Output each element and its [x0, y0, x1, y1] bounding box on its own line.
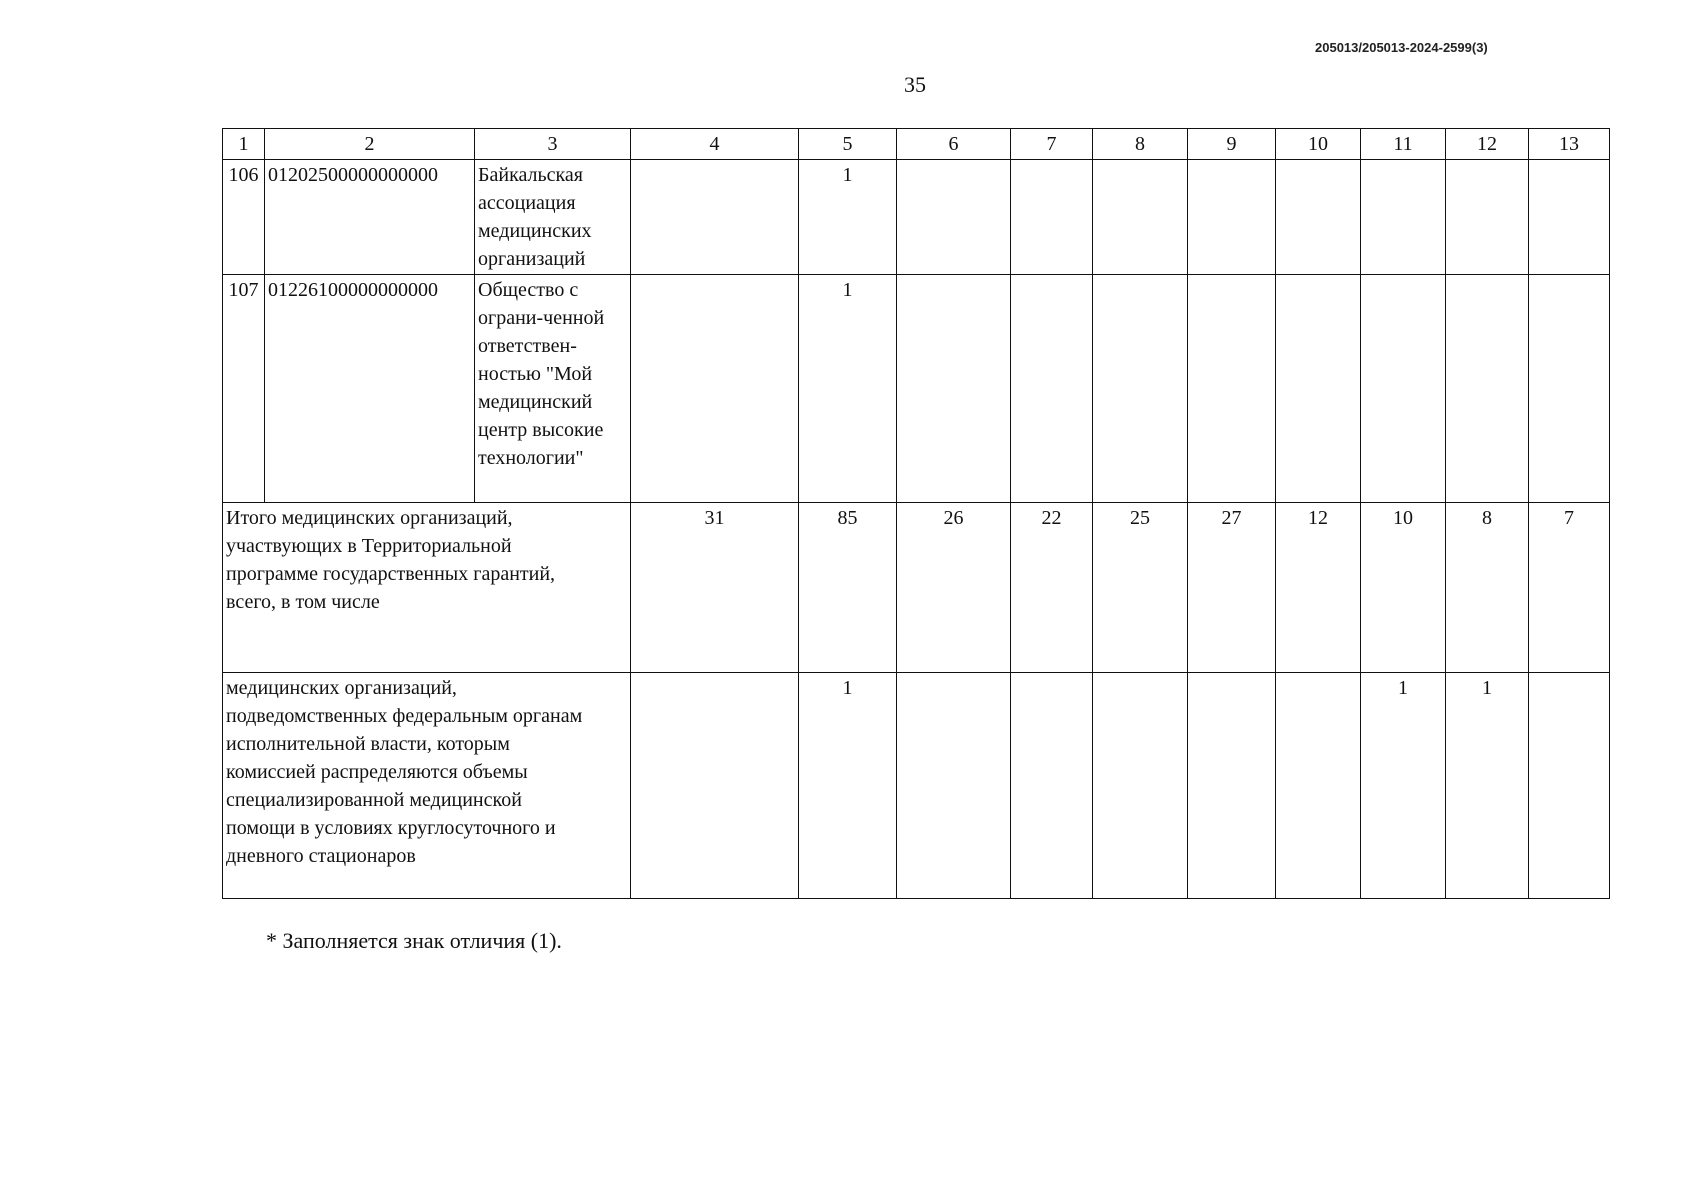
cell: [1276, 160, 1361, 275]
cell: 85: [799, 503, 897, 673]
federal-label: [223, 673, 631, 899]
cell: [1093, 160, 1188, 275]
cell: [1446, 160, 1529, 275]
cell: 1: [799, 160, 897, 275]
org-name: Общество с ограни-ченной ответствен-ностью "Мой медицинский центр высокие технологии": [475, 275, 631, 503]
cell: 8: [1446, 503, 1529, 673]
col-header: 7: [1011, 129, 1093, 160]
cell: 31: [631, 503, 799, 673]
cell: [1529, 160, 1610, 275]
cell: [1188, 160, 1276, 275]
cell: [897, 673, 1011, 899]
cell: 12: [1276, 503, 1361, 673]
org-code: 01202500000000000: [265, 160, 475, 275]
col-header: 12: [1446, 129, 1529, 160]
cell: 7: [1529, 503, 1610, 673]
cell: [1093, 673, 1188, 899]
cell: [1093, 275, 1188, 503]
document-id: 205013/205013-2024-2599(3): [1315, 40, 1488, 55]
total-label-text: Итого медицинских организаций, участвующих в Территориальной программе государственных гарантий, всего, в том числе: [226, 507, 556, 613]
total-row: [223, 503, 1610, 673]
cell: [1011, 275, 1093, 503]
org-code: 01226100000000000: [265, 275, 475, 503]
federal-row: [223, 673, 1610, 899]
row-number: 106: [223, 160, 265, 275]
cell: [897, 275, 1011, 503]
cell: 25: [1093, 503, 1188, 673]
cell: [1188, 673, 1276, 899]
cell: 1: [799, 275, 897, 503]
cell: [1361, 275, 1446, 503]
col-header: 8: [1093, 129, 1188, 160]
total-label: [223, 503, 631, 673]
cell: [897, 160, 1011, 275]
cell: [1188, 275, 1276, 503]
cell: [1276, 673, 1361, 899]
col-header: 9: [1188, 129, 1276, 160]
table-row: [223, 275, 1610, 503]
col-header: 11: [1361, 129, 1446, 160]
col-header: 13: [1529, 129, 1610, 160]
cell: [1446, 275, 1529, 503]
page-number: 35: [904, 72, 926, 97]
federal-label-text: медицинских организаций, подведомственных федеральным органам исполнительной власти, которым комиссией распределяются объемы специализированной медицинской помощи в условиях круглосуточного и дневного стационаров: [226, 677, 583, 867]
cell: [631, 160, 799, 275]
footnote: * Заполняется знак отличия (1).: [266, 928, 562, 953]
cell: 27: [1188, 503, 1276, 673]
cell: 1: [1361, 673, 1446, 899]
col-header: 2: [265, 129, 475, 160]
row-number: 107: [223, 275, 265, 503]
header-row: [223, 129, 1610, 160]
cell: [1361, 160, 1446, 275]
col-header: 3: [475, 129, 631, 160]
col-header: 1: [223, 129, 265, 160]
cell: 10: [1361, 503, 1446, 673]
cell: 22: [1011, 503, 1093, 673]
cell: [1529, 275, 1610, 503]
cell: [1529, 673, 1610, 899]
data-table: [222, 128, 1610, 899]
col-header: 5: [799, 129, 897, 160]
col-header: 4: [631, 129, 799, 160]
cell: 26: [897, 503, 1011, 673]
cell: [631, 673, 799, 899]
org-name: Байкальская ассоциация медицинских организаций: [475, 160, 631, 275]
col-header: 10: [1276, 129, 1361, 160]
cell: [1011, 673, 1093, 899]
table-row: [223, 160, 1610, 275]
cell: [1011, 160, 1093, 275]
cell: [631, 275, 799, 503]
cell: [1276, 275, 1361, 503]
col-header: 6: [897, 129, 1011, 160]
cell: 1: [799, 673, 897, 899]
cell: 1: [1446, 673, 1529, 899]
